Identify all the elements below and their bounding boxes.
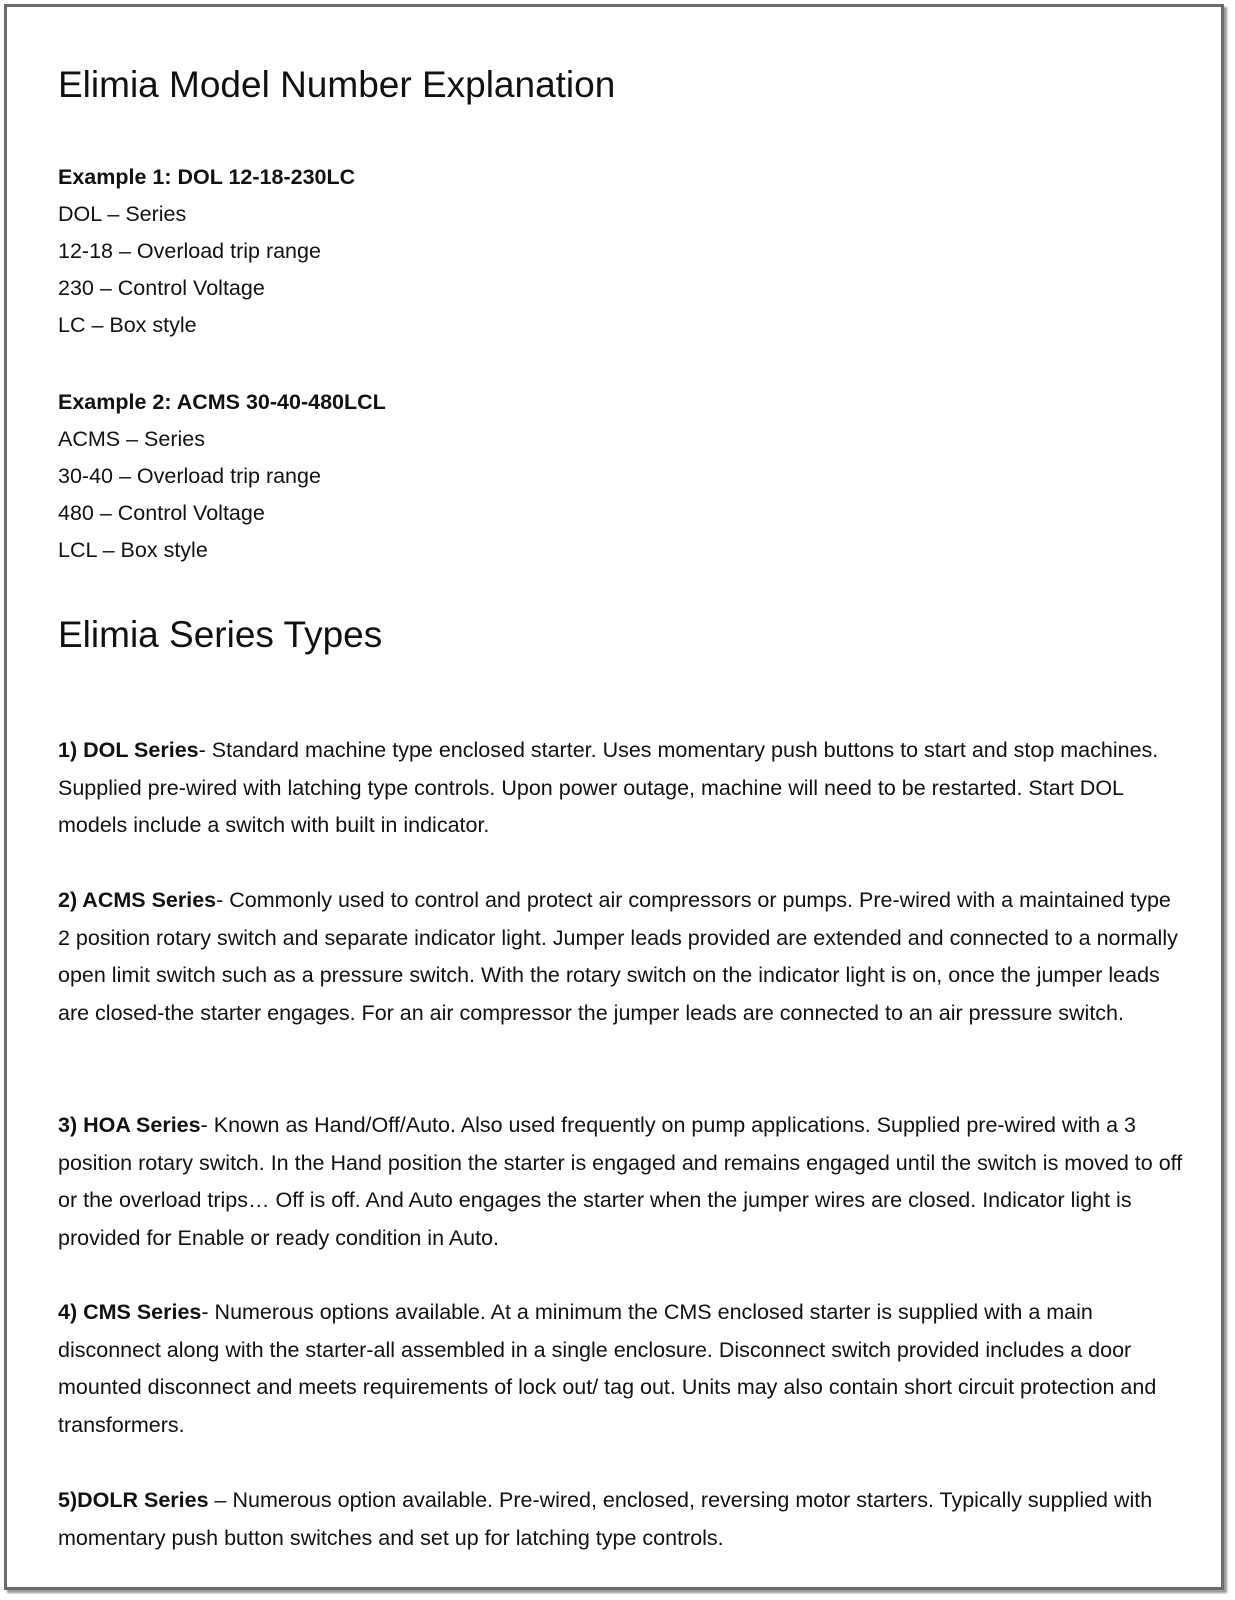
example-title: Example 2: ACMS 30-40-480LCL <box>58 390 386 414</box>
series-label: 4) CMS Series <box>58 1300 202 1324</box>
series-paragraph-cms <box>58 1294 1188 1444</box>
series-description: - Known as Hand/Off/Auto. Also used frequently on pump applications. Supplied pre-wired with a 3 position rotary switch. In the Hand position the starter is engaged and remains engaged until the switch is moved to off or the overload trips… Off is off. And Auto engages the starter when the jumper wires are closed. Indicator light is provided for Enable or ready condition in Auto. <box>58 1113 1183 1250</box>
example-line: LCL – Box style <box>58 538 208 562</box>
series-paragraph-dolr <box>58 1482 1188 1557</box>
example-2 <box>58 384 386 569</box>
example-line: LC – Box style <box>58 313 197 337</box>
series-paragraph-dol <box>58 732 1188 845</box>
series-label: 5)DOLR Series <box>58 1488 209 1512</box>
example-title: Example 1: DOL 12-18-230LC <box>58 165 356 189</box>
series-label: 2) ACMS Series <box>58 888 217 912</box>
example-line: 230 – Control Voltage <box>58 276 265 300</box>
example-line: ACMS – Series <box>58 427 205 451</box>
series-label: 3) HOA Series <box>58 1113 201 1137</box>
series-paragraph-acms <box>58 882 1188 1032</box>
series-description: - Standard machine type enclosed starter. Uses momentary push buttons to start and stop machines. Supplied pre-wired with latching type controls. Upon power outage, machine will need to be restarted. Start DOL models include a switch with built in indicator. <box>58 738 1159 837</box>
series-label: 1) DOL Series <box>58 738 199 762</box>
example-line: 480 – Control Voltage <box>58 501 265 525</box>
example-line: 30-40 – Overload trip range <box>58 464 321 488</box>
series-paragraph-hoa <box>58 1107 1188 1257</box>
series-description: - Numerous options available. At a minimum the CMS enclosed starter is supplied with a main disconnect along with the starter-all assembled in a single enclosure. Disconnect switch provided includes a door mounted disconnect and meets requirements of lock out/ tag out. Units may also contain short circuit protection and transformers. <box>58 1300 1157 1437</box>
example-line: DOL – Series <box>58 202 187 226</box>
series-heading: Elimia Series Types <box>58 614 383 655</box>
series-description: – Numerous option available. Pre-wired, enclosed, reversing motor starters. Typically supplied with momentary push button switches and set up for latching type controls. <box>58 1488 1153 1550</box>
series-description: - Commonly used to control and protect air compressors or pumps. Pre-wired with a maintained type 2 position rotary switch and separate indicator light. Jumper leads provided are extended and connected to a normally open limit switch such as a pressure switch. With the rotary switch on the indicator light is on, once the jumper leads are closed-the starter engages. For an air compressor the jumper leads are connected to an air pressure switch. <box>58 888 1178 1025</box>
example-1 <box>58 159 355 344</box>
document-page <box>4 4 1224 1590</box>
page-title: Elimia Model Number Explanation <box>58 64 616 105</box>
example-line: 12-18 – Overload trip range <box>58 239 321 263</box>
